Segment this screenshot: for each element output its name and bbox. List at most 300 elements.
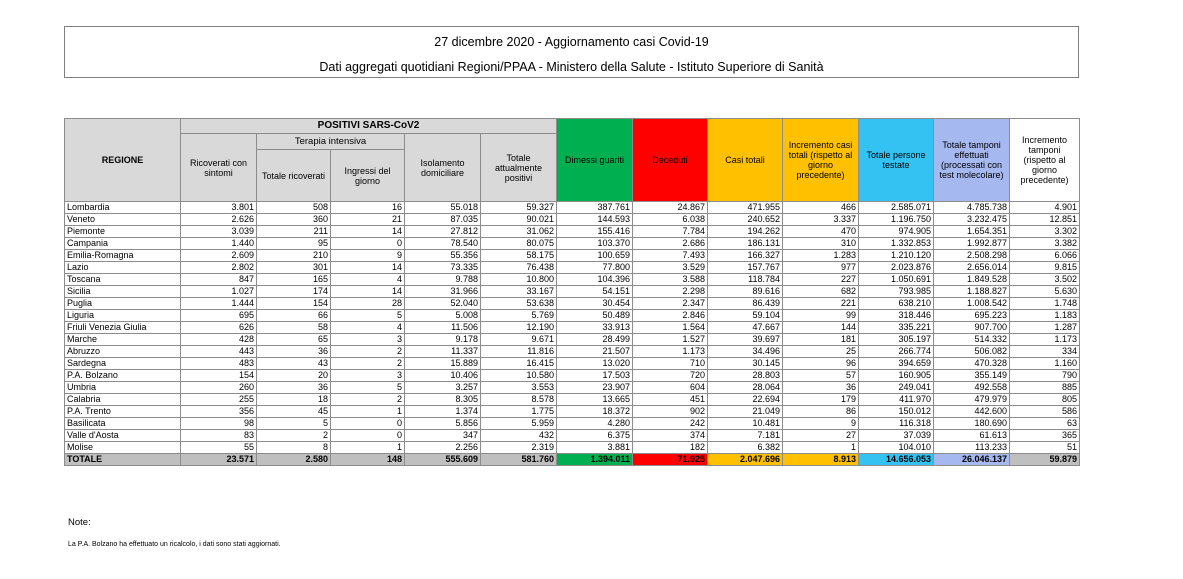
value-cell: 144	[783, 322, 859, 334]
value-cell: 181	[783, 334, 859, 346]
col-group-terapia-intensiva: Terapia intensiva	[257, 134, 405, 150]
table-row	[65, 394, 1080, 406]
value-cell: 2.319	[481, 442, 557, 454]
table-row	[65, 430, 1080, 442]
value-cell: 21	[331, 214, 405, 226]
value-cell: 31.062	[481, 226, 557, 238]
value-cell: 790	[1010, 370, 1080, 382]
value-cell: 387.761	[557, 202, 633, 214]
value-cell: 21.049	[708, 406, 783, 418]
value-cell: 720	[633, 370, 708, 382]
value-cell: 2	[331, 394, 405, 406]
value-cell: 73.335	[405, 262, 481, 274]
value-cell: 150.012	[859, 406, 934, 418]
value-cell: 3.588	[633, 274, 708, 286]
value-cell: 6.066	[1010, 250, 1080, 262]
value-cell: 9	[783, 418, 859, 430]
value-cell: 96	[783, 358, 859, 370]
value-cell: 2.656.014	[934, 262, 1010, 274]
value-cell: 492.558	[934, 382, 1010, 394]
value-cell: 604	[633, 382, 708, 394]
value-cell: 1.188.827	[934, 286, 1010, 298]
total-value-cell: 2.047.696	[708, 454, 783, 466]
table-row	[65, 214, 1080, 226]
col-group-positivi: POSITIVI SARS-CoV2	[181, 119, 557, 134]
value-cell: 10.800	[481, 274, 557, 286]
value-cell: 365	[1010, 430, 1080, 442]
value-cell: 160.905	[859, 370, 934, 382]
value-cell: 9.788	[405, 274, 481, 286]
value-cell: 5	[331, 310, 405, 322]
table-row	[65, 262, 1080, 274]
region-name-cell: Marche	[65, 334, 181, 346]
value-cell: 4.901	[1010, 202, 1080, 214]
value-cell: 179	[783, 394, 859, 406]
region-name-cell: P.A. Trento	[65, 406, 181, 418]
value-cell: 5.769	[481, 310, 557, 322]
value-cell: 99	[783, 310, 859, 322]
value-cell: 260	[181, 382, 257, 394]
table-row	[65, 406, 1080, 418]
value-cell: 83	[181, 430, 257, 442]
value-cell: 11.816	[481, 346, 557, 358]
col-header-ti-totale: Totale ricoverati	[257, 150, 331, 202]
value-cell: 355.149	[934, 370, 1010, 382]
total-value-cell: 8.913	[783, 454, 859, 466]
value-cell: 885	[1010, 382, 1080, 394]
value-cell: 55.018	[405, 202, 481, 214]
value-cell: 7.493	[633, 250, 708, 262]
value-cell: 479.979	[934, 394, 1010, 406]
table-row	[65, 418, 1080, 430]
value-cell: 12.190	[481, 322, 557, 334]
value-cell: 16.415	[481, 358, 557, 370]
value-cell: 335.221	[859, 322, 934, 334]
value-cell: 36	[257, 346, 331, 358]
value-cell: 902	[633, 406, 708, 418]
value-cell: 2.256	[405, 442, 481, 454]
value-cell: 27	[783, 430, 859, 442]
value-cell: 301	[257, 262, 331, 274]
value-cell: 89.616	[708, 286, 783, 298]
value-cell: 2.585.071	[859, 202, 934, 214]
value-cell: 1.440	[181, 238, 257, 250]
value-cell: 28.499	[557, 334, 633, 346]
value-cell: 21.507	[557, 346, 633, 358]
value-cell: 13.020	[557, 358, 633, 370]
value-cell: 227	[783, 274, 859, 286]
value-cell: 514.332	[934, 334, 1010, 346]
value-cell: 682	[783, 286, 859, 298]
value-cell: 47.667	[708, 322, 783, 334]
value-cell: 1.775	[481, 406, 557, 418]
value-cell: 211	[257, 226, 331, 238]
value-cell: 638.210	[859, 298, 934, 310]
value-cell: 16	[331, 202, 405, 214]
value-cell: 86.439	[708, 298, 783, 310]
total-row	[65, 454, 1080, 466]
region-name-cell: Toscana	[65, 274, 181, 286]
total-label-cell: TOTALE	[65, 454, 181, 466]
region-name-cell: Abruzzo	[65, 346, 181, 358]
value-cell: 1.210.120	[859, 250, 934, 262]
total-value-cell: 148	[331, 454, 405, 466]
value-cell: 58.175	[481, 250, 557, 262]
value-cell: 14	[331, 286, 405, 298]
value-cell: 2	[331, 358, 405, 370]
col-header-dimessi: Dimessi guariti	[557, 119, 633, 202]
table-row	[65, 298, 1080, 310]
value-cell: 1.849.528	[934, 274, 1010, 286]
value-cell: 13.665	[557, 394, 633, 406]
value-cell: 1.283	[783, 250, 859, 262]
table-row	[65, 442, 1080, 454]
col-header-deceduti: Deceduti	[633, 119, 708, 202]
value-cell: 25	[783, 346, 859, 358]
region-name-cell: Piemonte	[65, 226, 181, 238]
value-cell: 907.700	[934, 322, 1010, 334]
value-cell: 113.233	[934, 442, 1010, 454]
region-name-cell: Friuli Venezia Giulia	[65, 322, 181, 334]
value-cell: 3.302	[1010, 226, 1080, 238]
value-cell: 2.023.876	[859, 262, 934, 274]
value-cell: 3	[331, 370, 405, 382]
region-name-cell: Sicilia	[65, 286, 181, 298]
value-cell: 95	[257, 238, 331, 250]
total-value-cell: 2.580	[257, 454, 331, 466]
value-cell: 483	[181, 358, 257, 370]
region-name-cell: Calabria	[65, 394, 181, 406]
value-cell: 1.992.877	[934, 238, 1010, 250]
value-cell: 10.481	[708, 418, 783, 430]
table-row	[65, 382, 1080, 394]
value-cell: 310	[783, 238, 859, 250]
value-cell: 5.008	[405, 310, 481, 322]
value-cell: 3.502	[1010, 274, 1080, 286]
value-cell: 20	[257, 370, 331, 382]
value-cell: 240.652	[708, 214, 783, 226]
table-row	[65, 358, 1080, 370]
value-cell: 33.167	[481, 286, 557, 298]
value-cell: 1.173	[1010, 334, 1080, 346]
region-name-cell: Emilia-Romagna	[65, 250, 181, 262]
value-cell: 1.027	[181, 286, 257, 298]
value-cell: 7.784	[633, 226, 708, 238]
value-cell: 1.527	[633, 334, 708, 346]
value-cell: 977	[783, 262, 859, 274]
value-cell: 87.035	[405, 214, 481, 226]
value-cell: 443	[181, 346, 257, 358]
value-cell: 157.767	[708, 262, 783, 274]
value-cell: 66	[257, 310, 331, 322]
value-cell: 45	[257, 406, 331, 418]
value-cell: 53.638	[481, 298, 557, 310]
value-cell: 8.578	[481, 394, 557, 406]
value-cell: 166.327	[708, 250, 783, 262]
value-cell: 3.529	[633, 262, 708, 274]
value-cell: 3.881	[557, 442, 633, 454]
table-row	[65, 322, 1080, 334]
total-value-cell: 23.571	[181, 454, 257, 466]
value-cell: 104.010	[859, 442, 934, 454]
covid-regions-table	[64, 118, 1080, 466]
value-cell: 4.785.738	[934, 202, 1010, 214]
region-name-cell: Valle d'Aosta	[65, 430, 181, 442]
table-row	[65, 346, 1080, 358]
report-header	[64, 26, 1079, 78]
value-cell: 1	[331, 442, 405, 454]
value-cell: 6.375	[557, 430, 633, 442]
value-cell: 1.332.853	[859, 238, 934, 250]
value-cell: 470	[783, 226, 859, 238]
value-cell: 28.064	[708, 382, 783, 394]
value-cell: 1.008.542	[934, 298, 1010, 310]
value-cell: 2.846	[633, 310, 708, 322]
value-cell: 805	[1010, 394, 1080, 406]
col-header-incremento-casi: Incremento casi totali (rispetto al giorno precedente)	[783, 119, 859, 202]
value-cell: 1.160	[1010, 358, 1080, 370]
notes-text: La P.A. Bolzano ha effettuato un ricalcolo, i dati sono stati aggiornati.	[68, 541, 281, 548]
value-cell: 221	[783, 298, 859, 310]
report-title: 27 dicembre 2020 - Aggiornamento casi Covid-19	[434, 35, 709, 49]
region-name-cell: Lazio	[65, 262, 181, 274]
value-cell: 374	[633, 430, 708, 442]
value-cell: 1.196.750	[859, 214, 934, 226]
table-row	[65, 310, 1080, 322]
value-cell: 2.609	[181, 250, 257, 262]
total-value-cell: 71.925	[633, 454, 708, 466]
value-cell: 3.232.475	[934, 214, 1010, 226]
value-cell: 10.580	[481, 370, 557, 382]
value-cell: 154	[257, 298, 331, 310]
value-cell: 0	[331, 238, 405, 250]
value-cell: 242	[633, 418, 708, 430]
value-cell: 411.970	[859, 394, 934, 406]
value-cell: 144.593	[557, 214, 633, 226]
notes-label: Note:	[68, 517, 91, 528]
table-row	[65, 226, 1080, 238]
value-cell: 155.416	[557, 226, 633, 238]
value-cell: 100.659	[557, 250, 633, 262]
value-cell: 0	[331, 418, 405, 430]
table-row	[65, 370, 1080, 382]
value-cell: 3	[331, 334, 405, 346]
value-cell: 77.800	[557, 262, 633, 274]
value-cell: 76.438	[481, 262, 557, 274]
value-cell: 266.774	[859, 346, 934, 358]
value-cell: 3.337	[783, 214, 859, 226]
value-cell: 432	[481, 430, 557, 442]
value-cell: 1.564	[633, 322, 708, 334]
value-cell: 7.181	[708, 430, 783, 442]
value-cell: 1.374	[405, 406, 481, 418]
value-cell: 974.905	[859, 226, 934, 238]
value-cell: 31.966	[405, 286, 481, 298]
table-body	[65, 202, 1080, 466]
region-name-cell: P.A. Bolzano	[65, 370, 181, 382]
value-cell: 90.021	[481, 214, 557, 226]
value-cell: 394.659	[859, 358, 934, 370]
value-cell: 174	[257, 286, 331, 298]
value-cell: 695.223	[934, 310, 1010, 322]
value-cell: 506.082	[934, 346, 1010, 358]
value-cell: 1.050.691	[859, 274, 934, 286]
value-cell: 2.508.298	[934, 250, 1010, 262]
region-name-cell: Lombardia	[65, 202, 181, 214]
value-cell: 3.553	[481, 382, 557, 394]
col-header-persone-testate: Totale persone testate	[859, 119, 934, 202]
value-cell: 59.327	[481, 202, 557, 214]
col-header-casi-totali: Casi totali	[708, 119, 783, 202]
value-cell: 30.454	[557, 298, 633, 310]
table-row	[65, 238, 1080, 250]
value-cell: 847	[181, 274, 257, 286]
value-cell: 55.356	[405, 250, 481, 262]
value-cell: 347	[405, 430, 481, 442]
value-cell: 11.506	[405, 322, 481, 334]
region-name-cell: Veneto	[65, 214, 181, 226]
value-cell: 194.262	[708, 226, 783, 238]
value-cell: 2	[257, 430, 331, 442]
value-cell: 30.145	[708, 358, 783, 370]
value-cell: 255	[181, 394, 257, 406]
value-cell: 43	[257, 358, 331, 370]
col-header-incremento-tamponi: Incremento tamponi (rispetto al giorno precedente)	[1010, 119, 1080, 202]
value-cell: 710	[633, 358, 708, 370]
value-cell: 52.040	[405, 298, 481, 310]
value-cell: 154	[181, 370, 257, 382]
table-row	[65, 250, 1080, 262]
value-cell: 55	[181, 442, 257, 454]
value-cell: 18.372	[557, 406, 633, 418]
region-name-cell: Puglia	[65, 298, 181, 310]
value-cell: 54.151	[557, 286, 633, 298]
total-value-cell: 1.394.011	[557, 454, 633, 466]
value-cell: 210	[257, 250, 331, 262]
value-cell: 51	[1010, 442, 1080, 454]
value-cell: 3.382	[1010, 238, 1080, 250]
col-header-ricoverati: Ricoverati con sintomi	[181, 134, 257, 202]
value-cell: 1.444	[181, 298, 257, 310]
value-cell: 626	[181, 322, 257, 334]
value-cell: 5	[331, 382, 405, 394]
value-cell: 37.039	[859, 430, 934, 442]
value-cell: 1.654.351	[934, 226, 1010, 238]
value-cell: 78.540	[405, 238, 481, 250]
value-cell: 334	[1010, 346, 1080, 358]
value-cell: 451	[633, 394, 708, 406]
value-cell: 14	[331, 226, 405, 238]
value-cell: 61.613	[934, 430, 1010, 442]
value-cell: 33.913	[557, 322, 633, 334]
value-cell: 360	[257, 214, 331, 226]
value-cell: 80.075	[481, 238, 557, 250]
region-name-cell: Sardegna	[65, 358, 181, 370]
report-subtitle: Dati aggregati quotidiani Regioni/PPAA - Ministero della Salute - Istituto Superiore di Sanità	[319, 60, 824, 74]
value-cell: 186.131	[708, 238, 783, 250]
total-value-cell: 581.760	[481, 454, 557, 466]
value-cell: 1	[331, 406, 405, 418]
value-cell: 1	[783, 442, 859, 454]
value-cell: 118.784	[708, 274, 783, 286]
region-name-cell: Basilicata	[65, 418, 181, 430]
value-cell: 65	[257, 334, 331, 346]
value-cell: 5.630	[1010, 286, 1080, 298]
value-cell: 2.626	[181, 214, 257, 226]
value-cell: 428	[181, 334, 257, 346]
value-cell: 50.489	[557, 310, 633, 322]
value-cell: 2.347	[633, 298, 708, 310]
value-cell: 6.382	[708, 442, 783, 454]
value-cell: 2	[331, 346, 405, 358]
value-cell: 8.305	[405, 394, 481, 406]
value-cell: 4.280	[557, 418, 633, 430]
value-cell: 36	[783, 382, 859, 394]
value-cell: 86	[783, 406, 859, 418]
region-name-cell: Campania	[65, 238, 181, 250]
value-cell: 9.815	[1010, 262, 1080, 274]
value-cell: 17.503	[557, 370, 633, 382]
value-cell: 2.686	[633, 238, 708, 250]
value-cell: 2.802	[181, 262, 257, 274]
value-cell: 22.694	[708, 394, 783, 406]
value-cell: 18	[257, 394, 331, 406]
value-cell: 9.178	[405, 334, 481, 346]
value-cell: 471.955	[708, 202, 783, 214]
value-cell: 6.038	[633, 214, 708, 226]
value-cell: 116.318	[859, 418, 934, 430]
total-value-cell: 14.656.053	[859, 454, 934, 466]
col-header-totale-positivi: Totale attualmente positivi	[481, 134, 557, 202]
value-cell: 356	[181, 406, 257, 418]
value-cell: 24.867	[633, 202, 708, 214]
value-cell: 12.851	[1010, 214, 1080, 226]
value-cell: 1.183	[1010, 310, 1080, 322]
value-cell: 1.287	[1010, 322, 1080, 334]
value-cell: 4	[331, 322, 405, 334]
col-header-tamponi: Totale tamponi effettuati (processati con test molecolare)	[934, 119, 1010, 202]
total-value-cell: 555.609	[405, 454, 481, 466]
value-cell: 15.889	[405, 358, 481, 370]
total-value-cell: 26.046.137	[934, 454, 1010, 466]
value-cell: 5	[257, 418, 331, 430]
table-row	[65, 202, 1080, 214]
value-cell: 1.748	[1010, 298, 1080, 310]
table-row	[65, 286, 1080, 298]
value-cell: 58	[257, 322, 331, 334]
value-cell: 442.600	[934, 406, 1010, 418]
value-cell: 98	[181, 418, 257, 430]
value-cell: 508	[257, 202, 331, 214]
value-cell: 180.690	[934, 418, 1010, 430]
value-cell: 318.446	[859, 310, 934, 322]
value-cell: 3.039	[181, 226, 257, 238]
value-cell: 165	[257, 274, 331, 286]
value-cell: 10.406	[405, 370, 481, 382]
table-row	[65, 274, 1080, 286]
value-cell: 4	[331, 274, 405, 286]
total-value-cell: 59.879	[1010, 454, 1080, 466]
region-name-cell: Liguria	[65, 310, 181, 322]
value-cell: 466	[783, 202, 859, 214]
col-header-isolamento: Isolamento domiciliare	[405, 134, 481, 202]
value-cell: 28.803	[708, 370, 783, 382]
value-cell: 695	[181, 310, 257, 322]
value-cell: 182	[633, 442, 708, 454]
value-cell: 1.173	[633, 346, 708, 358]
value-cell: 28	[331, 298, 405, 310]
value-cell: 5.856	[405, 418, 481, 430]
